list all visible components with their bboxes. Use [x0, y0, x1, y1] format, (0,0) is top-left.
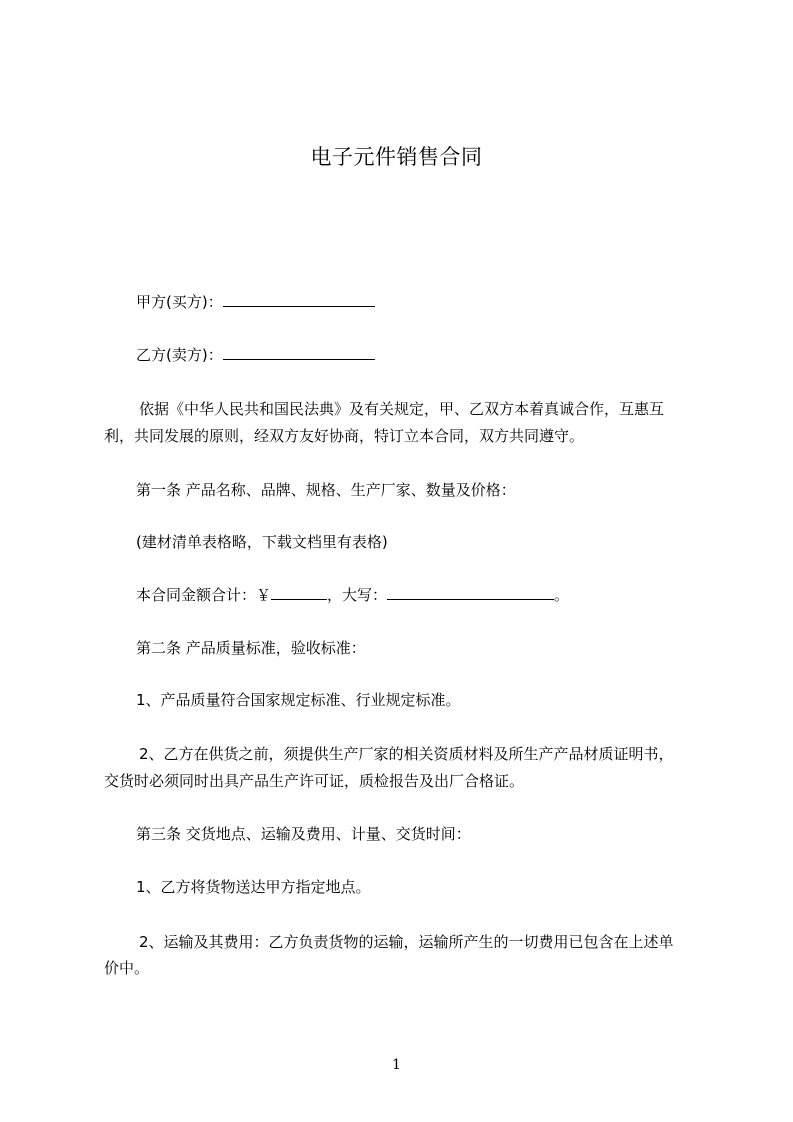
- total-capital-label: ，大写：: [327, 586, 388, 604]
- document-title: 电子元件销售合同: [310, 145, 483, 169]
- article-3-item-2-line-2: 价中。: [104, 959, 150, 977]
- total-capital-blank: [387, 585, 554, 600]
- article-3-heading: 第三条 交货地点、运输及费用、计量、交货时间：: [136, 825, 471, 843]
- party-a-label: 甲方(买方)：: [136, 293, 223, 311]
- article-3-item-2-line-1: 2、运输及其费用：乙方负责货物的运输，运输所产生的一切费用已包含在上述单: [139, 933, 674, 951]
- total-suffix: 。: [554, 586, 570, 604]
- total-amount-line: [136, 585, 569, 605]
- article-2-item-1: 1、产品质量符合国家规定标准、行业规定标准。: [136, 691, 461, 709]
- party-b-blank: [223, 345, 375, 360]
- table-note: (建材清单表格略，下载文档里有表格): [136, 533, 388, 551]
- article-2-heading: 第二条 产品质量标准，验收标准：: [136, 639, 366, 657]
- article-2-item-2-line-2: 交货时必须同时出具产品生产许可证，质检报告及出厂合格证。: [104, 772, 525, 790]
- page-number: 1: [392, 1057, 401, 1073]
- total-amount-blank: [271, 585, 327, 600]
- preamble-line-2: 利，共同发展的原则，经双方友好协商，特订立本合同，双方共同遵守。: [104, 427, 585, 445]
- party-a-line: [136, 292, 375, 312]
- article-3-item-1: 1、乙方将货物送达甲方指定地点。: [136, 878, 371, 896]
- total-prefix: 本合同金额合计：￥: [136, 586, 272, 604]
- preamble-line-1: 依据《中华人民共和国民法典》及有关规定，甲、乙双方本着真诚合作，互惠互: [139, 400, 665, 418]
- party-b-line: [136, 345, 375, 365]
- party-b-label: 乙方(卖方)：: [136, 346, 223, 364]
- article-1-heading: 第一条 产品名称、品牌、规格、生产厂家、数量及价格：: [136, 481, 516, 499]
- article-2-item-2-line-1: 2、乙方在供货之前，须提供生产厂家的相关资质材料及所生产产品材质证明书，: [139, 745, 674, 763]
- party-a-blank: [223, 292, 375, 307]
